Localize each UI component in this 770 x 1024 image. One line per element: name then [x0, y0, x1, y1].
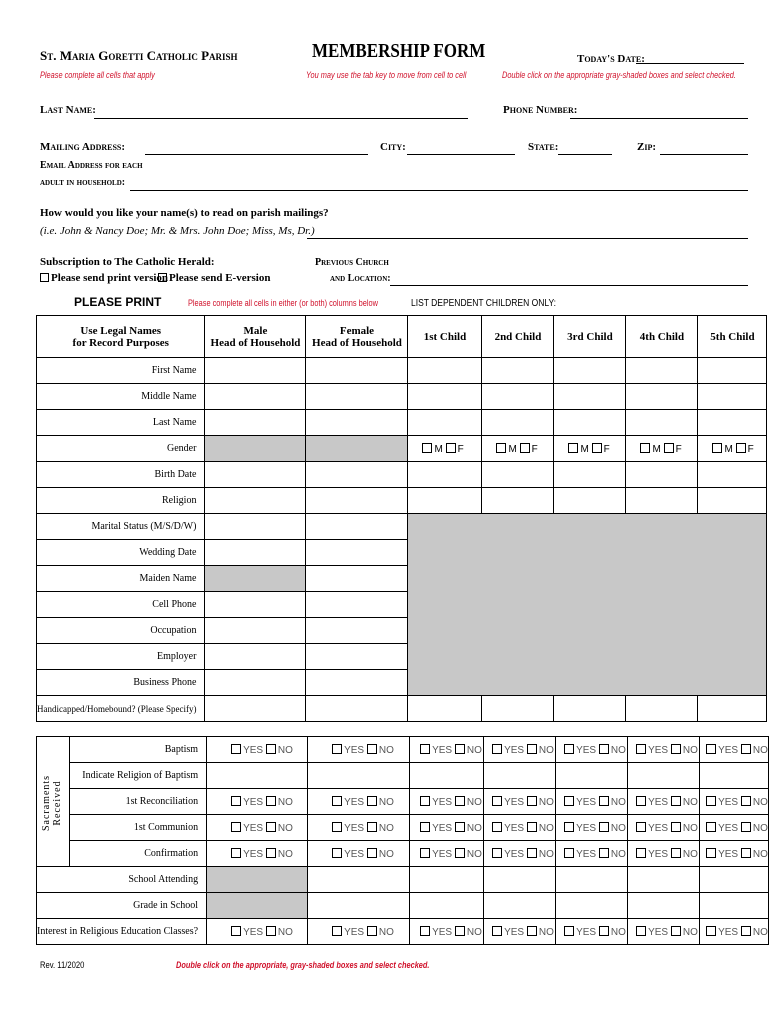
header-child-3: 3rd Child: [554, 316, 626, 358]
sacraments-label-cell: [37, 737, 70, 867]
email-label-line1: Email Address for each: [40, 160, 143, 171]
row-label: Religion: [37, 488, 205, 514]
yes-no-checkboxes[interactable]: YES NO: [700, 815, 769, 841]
yes-no-checkboxes[interactable]: YES NO: [308, 737, 410, 763]
previous-church-label-line2: and Location:: [330, 273, 391, 284]
row-label: Indicate Religion of Baptism: [69, 763, 206, 789]
yes-no-checkboxes[interactable]: YES NO: [410, 789, 484, 815]
row-label: Marital Status (M/S/D/W): [37, 514, 205, 540]
yes-no-checkboxes[interactable]: YES NO: [556, 841, 628, 867]
row-label: Occupation: [37, 618, 205, 644]
yes-no-checkboxes[interactable]: YES NO: [410, 737, 484, 763]
table-header-row: [37, 316, 767, 358]
email-field[interactable]: [130, 190, 748, 191]
yes-no-checkboxes[interactable]: YES NO: [556, 919, 628, 945]
yes-no-checkboxes[interactable]: YES NO: [628, 815, 700, 841]
row-label: Last Name: [37, 410, 205, 436]
note-complete-cells: Please complete all cells that apply: [40, 70, 155, 80]
e-version-option[interactable]: Please send E-version: [158, 272, 270, 284]
yes-no-checkboxes[interactable]: YES NO: [484, 737, 556, 763]
dependents-label: LIST DEPENDENT CHILDREN ONLY:: [411, 298, 557, 309]
yes-no-checkboxes[interactable]: YES NO: [308, 789, 410, 815]
table-row: [37, 919, 769, 945]
yes-no-checkboxes[interactable]: YES NO: [700, 841, 769, 867]
table-row: [37, 462, 767, 488]
mailing-address-label: Mailing Address:: [40, 141, 126, 153]
row-label: Gender: [37, 436, 205, 462]
row-label: Handicapped/Homebound? (Please Specify): [37, 696, 205, 722]
row-label: Confirmation: [69, 841, 206, 867]
yes-no-checkboxes[interactable]: YES NO: [308, 841, 410, 867]
row-label: Employer: [37, 644, 205, 670]
yes-no-checkboxes[interactable]: YES NO: [308, 919, 410, 945]
header-child-2: 2nd Child: [482, 316, 554, 358]
table-row: [37, 763, 769, 789]
city-label: City:: [380, 141, 406, 153]
phone-label: Phone Number:: [503, 104, 578, 116]
yes-no-checkboxes[interactable]: YES NO: [700, 919, 769, 945]
gender-checkboxes[interactable]: M F: [482, 436, 554, 462]
yes-no-checkboxes[interactable]: YES NO: [556, 815, 628, 841]
header-male: Male Head of Household: [205, 316, 306, 358]
row-label: Grade in School: [37, 893, 207, 919]
yes-no-checkboxes[interactable]: YES NO: [410, 841, 484, 867]
mailings-question: How would you like your name(s) to read on parish mailings?: [40, 207, 329, 219]
children-shaded-block: [408, 514, 767, 696]
print-version-option[interactable]: Please send print version: [40, 272, 168, 284]
membership-table: [36, 315, 767, 722]
row-label: Baptism: [69, 737, 206, 763]
yes-no-checkboxes[interactable]: YES NO: [484, 789, 556, 815]
row-label: Wedding Date: [37, 540, 205, 566]
row-label: Cell Phone: [37, 592, 205, 618]
mailing-address-field[interactable]: [145, 154, 368, 155]
yes-no-checkboxes[interactable]: YES NO: [628, 841, 700, 867]
table-row: [37, 696, 767, 722]
please-print-label: PLEASE PRINT: [74, 295, 162, 309]
state-field[interactable]: [558, 154, 612, 155]
sacraments-label: Sacraments Received: [41, 774, 63, 832]
table-row: [37, 867, 769, 893]
footer-note: Double click on the appropriate, gray-shaded boxes and select checked.: [176, 960, 430, 970]
zip-label: Zip:: [637, 141, 656, 153]
subscription-label: Subscription to The Catholic Herald:: [40, 256, 215, 268]
table-row: [37, 737, 769, 763]
checkbox-icon[interactable]: [158, 273, 167, 282]
gender-checkboxes[interactable]: M F: [408, 436, 482, 462]
yes-no-checkboxes[interactable]: YES NO: [207, 841, 308, 867]
yes-no-checkboxes[interactable]: YES NO: [410, 815, 484, 841]
state-label: State:: [528, 141, 559, 153]
yes-no-checkboxes[interactable]: YES NO: [700, 789, 769, 815]
row-label: Middle Name: [37, 384, 205, 410]
row-label: Business Phone: [37, 670, 205, 696]
phone-field[interactable]: [570, 118, 748, 119]
todays-date-field[interactable]: [636, 63, 744, 64]
last-name-field[interactable]: [94, 118, 468, 119]
header-child-5: 5th Child: [698, 316, 767, 358]
table-row: [37, 410, 767, 436]
header-legal-names: Use Legal Names for Record Purposes: [37, 316, 205, 358]
yes-no-checkboxes[interactable]: YES NO: [628, 737, 700, 763]
yes-no-checkboxes[interactable]: YES NO: [308, 815, 410, 841]
yes-no-checkboxes[interactable]: YES NO: [207, 737, 308, 763]
row-label: Maiden Name: [37, 566, 205, 592]
columns-note: Please complete all cells in either (or both) columns below: [188, 298, 378, 308]
table-row: [37, 488, 767, 514]
row-label: School Attending: [37, 867, 207, 893]
yes-no-checkboxes[interactable]: YES NO: [484, 815, 556, 841]
row-label: 1st Communion: [69, 815, 206, 841]
row-label: 1st Reconciliation: [69, 789, 206, 815]
parish-name: St. Maria Goretti Catholic Parish: [40, 48, 238, 63]
row-label: Birth Date: [37, 462, 205, 488]
previous-church-field[interactable]: [390, 285, 748, 286]
table-row: [37, 893, 769, 919]
yes-no-checkboxes[interactable]: YES NO: [410, 919, 484, 945]
checkbox-icon[interactable]: [40, 273, 49, 282]
table-row: [37, 436, 767, 462]
mailings-field[interactable]: [307, 238, 748, 239]
row-label: First Name: [37, 358, 205, 384]
mailings-example: (i.e. John & Nancy Doe; Mr. & Mrs. John Doe; Miss, Ms, Dr.): [40, 225, 315, 237]
yes-no-checkboxes[interactable]: YES NO: [484, 919, 556, 945]
todays-date-label: Today's Date:: [577, 53, 645, 65]
row-label: Interest in Religious Education Classes?: [37, 919, 207, 945]
note-tab-key: You may use the tab key to move from cell to cell: [306, 70, 467, 80]
gender-checkboxes[interactable]: M F: [626, 436, 698, 462]
sacraments-table: [36, 736, 769, 945]
yes-no-checkboxes[interactable]: YES NO: [207, 815, 308, 841]
table-row: [37, 789, 769, 815]
header-female: Female Head of Household: [306, 316, 408, 358]
table-row: [37, 358, 767, 384]
header-child-4: 4th Child: [626, 316, 698, 358]
form-title: MEMBERSHIP FORM: [312, 40, 486, 62]
yes-no-checkboxes[interactable]: YES NO: [700, 737, 769, 763]
yes-no-checkboxes[interactable]: YES NO: [628, 789, 700, 815]
note-double-click: Double click on the appropriate gray-shaded boxes and select checked.: [502, 70, 736, 80]
previous-church-label-line1: Previous Church: [315, 257, 389, 268]
revision-label: Rev. 11/2020: [40, 960, 85, 970]
gender-checkboxes[interactable]: M F: [554, 436, 626, 462]
yes-no-checkboxes[interactable]: YES NO: [556, 737, 628, 763]
last-name-label: Last Name:: [40, 104, 96, 116]
table-row: [37, 384, 767, 410]
yes-no-checkboxes[interactable]: YES NO: [207, 789, 308, 815]
email-label-line2: adult in household:: [40, 177, 126, 188]
table-row: [37, 514, 767, 540]
yes-no-checkboxes[interactable]: YES NO: [556, 789, 628, 815]
yes-no-checkboxes[interactable]: YES NO: [484, 841, 556, 867]
yes-no-checkboxes[interactable]: YES NO: [628, 919, 700, 945]
gender-checkboxes[interactable]: M F: [698, 436, 767, 462]
table-row: [37, 815, 769, 841]
header-child-1: 1st Child: [408, 316, 482, 358]
zip-field[interactable]: [660, 154, 748, 155]
table-row: [37, 841, 769, 867]
yes-no-checkboxes[interactable]: YES NO: [207, 919, 308, 945]
city-field[interactable]: [407, 154, 515, 155]
